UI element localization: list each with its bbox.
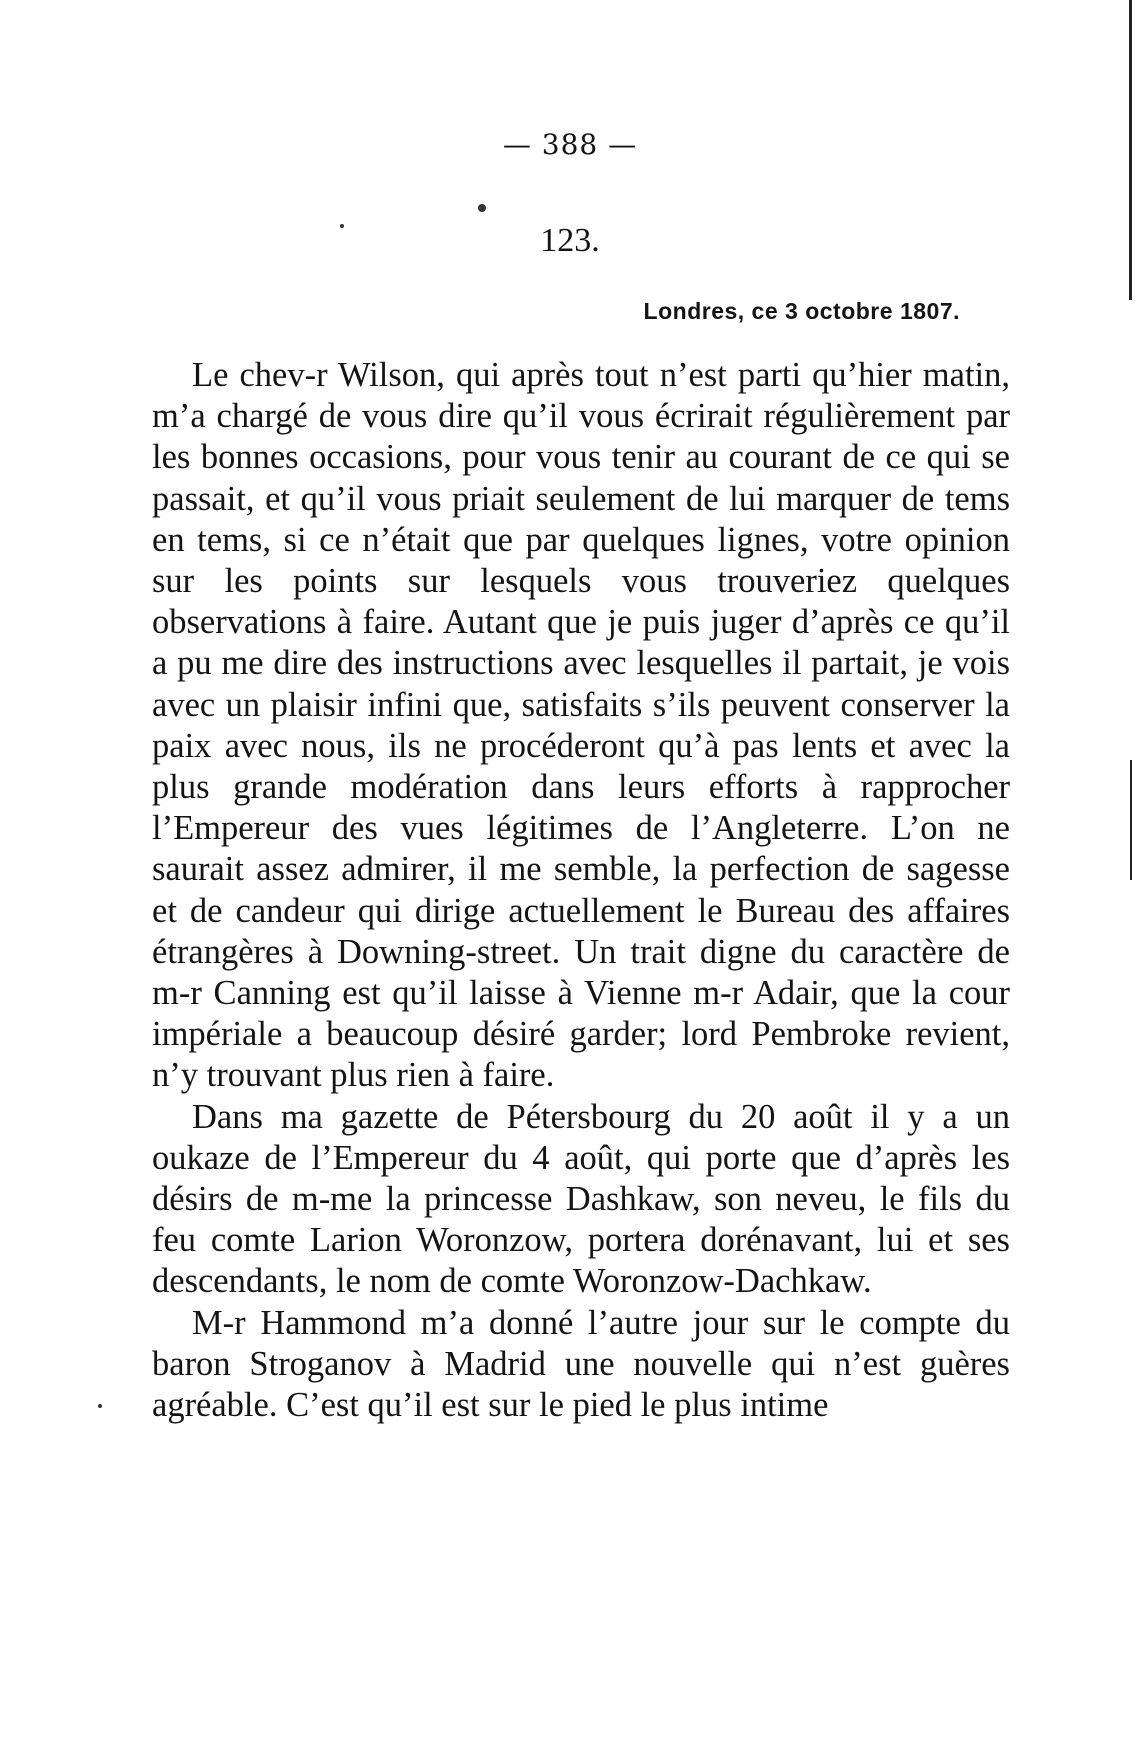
letter-body bbox=[152, 355, 1010, 1426]
scan-edge-line bbox=[1129, 0, 1132, 300]
scan-speck bbox=[98, 1404, 102, 1408]
scan-edge-line bbox=[1130, 760, 1132, 880]
scan-speck bbox=[340, 224, 344, 228]
paragraph: Le chev-r Wilson, qui après tout n’est parti qu’hier matin, m’a chargé de vous dire qu’il vous écrirait régulièrement par les bonnes occasions, pour vous tenir au courant de ce qui se passait, et qu’il vous priait seulement de lui marquer de tems en tems, si ce n’était que par quelques lignes, votre opinion sur les points sur lesquels vous trouveriez quelques observations à faire. Autant que je puis juger d’après ce qu’il a pu me dire des instructions avec lesquelles il partait, je vois avec un plaisir infini que, satisfaits s’ils peuvent conserver la paix avec nous, ils ne procéderont qu’à pas lents et avec la plus grande modération dans leurs efforts à rapprocher l’Empereur des vues légitimes de l’Angleterre. L’on ne saurait assez admirer, il me semble, la perfection de sagesse et de candeur qui dirige actuellement le Bureau des affaires étrangères à Downing-street. Un trait digne du caractère de m-r Canning est qu’il laisse à Vienne m-r Adair, que la cour impériale a beaucoup désiré garder; lord Pembroke revient, n’y trouvant plus rien à faire. bbox=[152, 356, 1010, 1095]
page-number: — 388 — bbox=[502, 128, 638, 161]
paragraph: M-r Hammond m’a donné l’autre jour sur le compte du baron Stroganov à Madrid une nouvelle qui n’est guères agréable. C’est qu’il est sur le pied le plus intime bbox=[152, 1303, 1010, 1425]
scan-speck bbox=[478, 204, 486, 212]
paragraph: Dans ma gazette de Pétersbourg du 20 août il y a un oukaze de l’Empereur du 4 août, qui porte que d’après les désirs de m-me la princesse Dashkaw, son neveu, le fils du feu comte Larion Woronzow, portera dorénavant, lui et ses descendants, le nom de comte Woronzow-Dachkaw. bbox=[152, 1097, 1010, 1301]
letter-number: 123. bbox=[540, 222, 600, 259]
dateline: Londres, ce 3 octobre 1807. bbox=[643, 298, 960, 324]
